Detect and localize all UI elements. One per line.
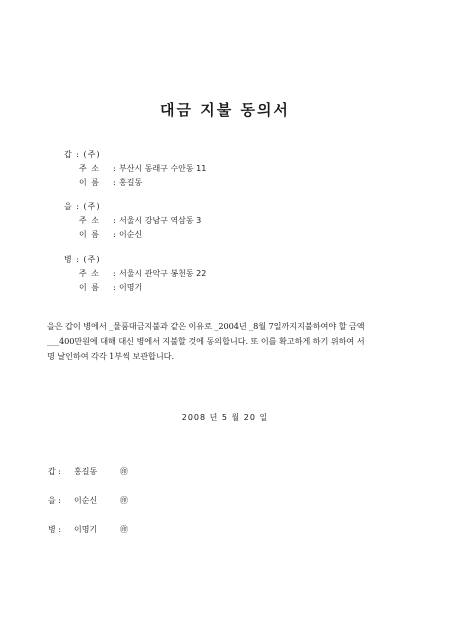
- party-eul-address: 서울시 강남구 역삼동 3: [119, 216, 202, 225]
- address-label: 주 소: [79, 269, 100, 278]
- party-gap-address-row: [79, 163, 206, 174]
- signature-row-byeong: [48, 524, 128, 535]
- seal-icon: ㊞: [120, 467, 128, 476]
- signature-row-gap: [48, 466, 128, 477]
- signature-role: 을 :: [48, 496, 61, 505]
- signature-row-eul: [48, 495, 128, 506]
- party-gap-address: 부산시 동래구 수안동 11: [119, 164, 207, 173]
- party-byeong-address: 서울시 관악구 봉천동 22: [119, 269, 207, 278]
- address-label: 주 소: [79, 216, 100, 225]
- party-eul-role: 을 : (주): [64, 202, 101, 211]
- name-label: 이 름: [79, 283, 100, 292]
- document-title: 대금 지불 동의서: [160, 101, 290, 119]
- signature-name: 이명기: [74, 525, 98, 534]
- signature-role: 병 :: [48, 525, 61, 534]
- colon: :: [113, 283, 116, 292]
- signature-name: 이순신: [74, 496, 98, 505]
- signature-name: 홍길동: [74, 467, 98, 476]
- party-byeong-name: 이명기: [119, 283, 143, 292]
- name-label: 이 름: [79, 178, 100, 187]
- party-byeong-role: 병 : (주): [64, 255, 101, 264]
- paragraph-line: 을은 갑이 병에서 _물품대금지불과 같은 이유로 _2004년 _8월 7일까지지불하여야 할 금액: [47, 321, 365, 331]
- party-byeong-name-row: [79, 282, 142, 293]
- agreement-paragraph: [47, 319, 422, 364]
- colon: :: [113, 269, 116, 278]
- seal-icon: ㊞: [120, 496, 128, 505]
- document-date: 2008 년 5 월 20 일: [181, 413, 269, 422]
- party-gap-name-row: [79, 177, 142, 188]
- colon: :: [113, 164, 116, 173]
- paragraph-line: ___400만원에 대해 대신 병에서 지불할 것에 동의합니다. 또 이를 확고하게 하기 위하여 서: [47, 336, 365, 346]
- name-label: 이 름: [79, 230, 100, 239]
- paragraph-line: 명 날인하여 각각 1부씩 보관합니다.: [47, 351, 174, 361]
- address-label: 주 소: [79, 164, 100, 173]
- party-eul-name: 이순신: [119, 230, 143, 239]
- colon: :: [113, 230, 116, 239]
- party-eul-name-row: [79, 229, 142, 240]
- colon: :: [113, 178, 116, 187]
- party-gap-role: 갑 : (주): [64, 150, 101, 159]
- signature-role: 갑 :: [48, 467, 61, 476]
- party-eul-address-row: [79, 215, 201, 226]
- colon: :: [113, 216, 116, 225]
- party-gap-name: 홍길동: [119, 178, 143, 187]
- party-byeong-address-row: [79, 268, 206, 279]
- seal-icon: ㊞: [120, 525, 128, 534]
